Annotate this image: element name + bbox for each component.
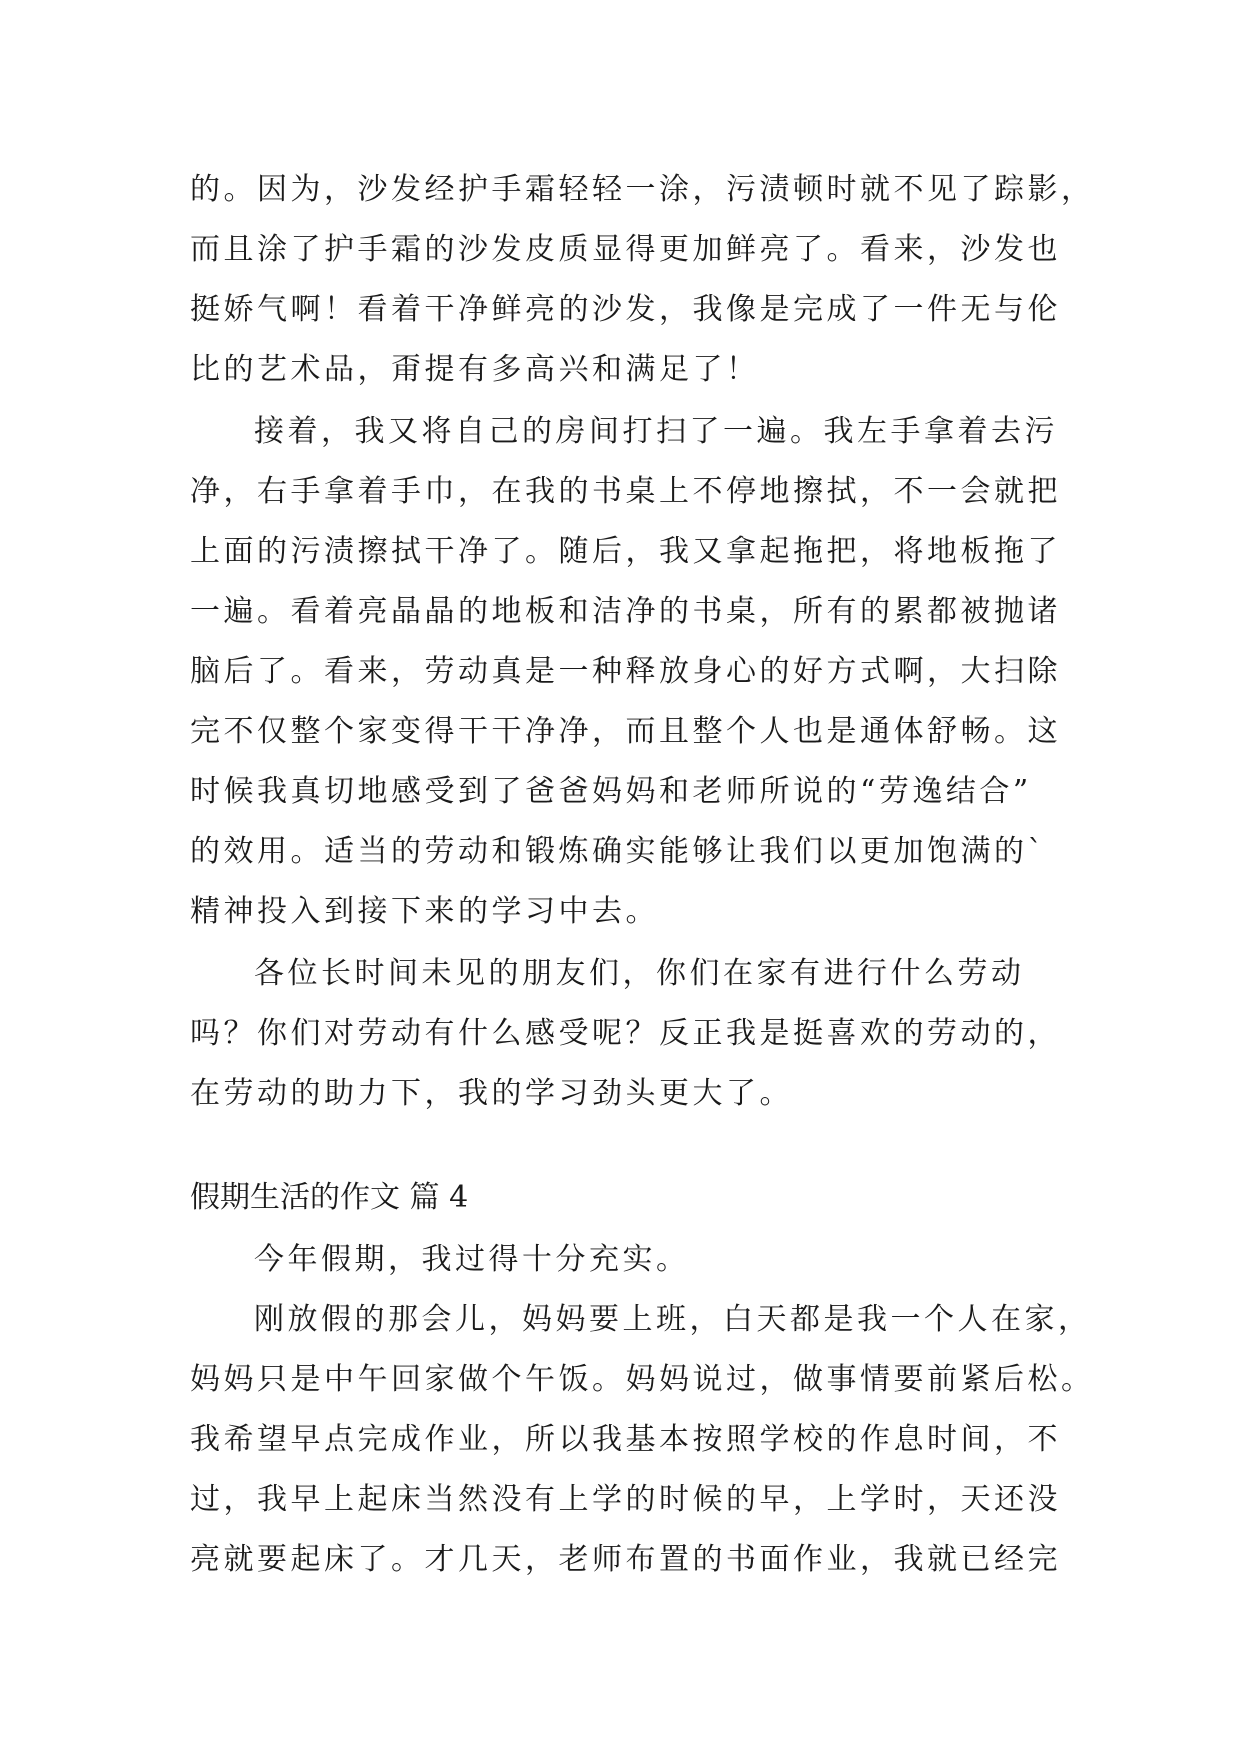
text-line: 我希望早点完成作业，所以我基本按照学校的作息时间，不 xyxy=(190,1422,1061,1457)
text-line: 妈妈只是中午回家做个午饭。妈妈说过，做事情要前紧后松。 xyxy=(190,1362,1095,1397)
paragraph-first-line: 接着，我又将自己的房间打扫了一遍。我左手拿着去污 xyxy=(254,414,1058,449)
text-line: 在劳动的助力下，我的学习劲头更大了。 xyxy=(190,1076,793,1111)
text-line: 上面的污渍擦拭干净了。随后，我又拿起拖把，将地板拖了 xyxy=(190,534,1061,569)
text-line: 净，右手拿着手巾，在我的书桌上不停地擦拭，不一会就把 xyxy=(190,474,1061,509)
text-line: 的。因为，沙发经护手霜轻轻一涂，污渍顿时就不见了踪影， xyxy=(190,172,1095,207)
text-line: 而且涂了护手霜的沙发皮质显得更加鲜亮了。看来，沙发也 xyxy=(190,232,1061,267)
text-line: 比的艺术品，甭提有多高兴和满足了！ xyxy=(190,352,760,387)
paragraph-first-line: 刚放假的那会儿，妈妈要上班，白天都是我一个人在家， xyxy=(254,1302,1092,1337)
text-line: 精神投入到接下来的学习中去。 xyxy=(190,894,659,929)
text-line: 亮就要起床了。才几天，老师布置的书面作业，我就已经完 xyxy=(190,1542,1061,1577)
text-line: 一遍。看着亮晶晶的地板和洁净的书桌，所有的累都被抛诸 xyxy=(190,594,1061,629)
text-line: 的效用。适当的劳动和锻炼确实能够让我们以更加饱满的` xyxy=(190,834,1046,869)
section-heading: 假期生活的作文 篇 4 xyxy=(190,1180,469,1215)
text-line: 挺娇气啊！看着干净鲜亮的沙发，我像是完成了一件无与伦 xyxy=(190,292,1061,327)
paragraph-first-line: 各位长时间未见的朋友们，你们在家有进行什么劳动 xyxy=(254,956,1025,991)
paragraph-first-line: 今年假期，我过得十分充实。 xyxy=(254,1242,690,1277)
text-line: 时候我真切地感受到了爸爸妈妈和老师所说的“劳逸结合” xyxy=(190,774,1032,809)
text-line: 脑后了。看来，劳动真是一种释放身心的好方式啊，大扫除 xyxy=(190,654,1061,689)
text-line: 吗？你们对劳动有什么感受呢？反正我是挺喜欢的劳动的， xyxy=(190,1016,1061,1051)
text-line: 完不仅整个家变得干干净净，而且整个人也是通体舒畅。这 xyxy=(190,714,1061,749)
text-line: 过，我早上起床当然没有上学的时候的早，上学时，天还没 xyxy=(190,1482,1061,1517)
